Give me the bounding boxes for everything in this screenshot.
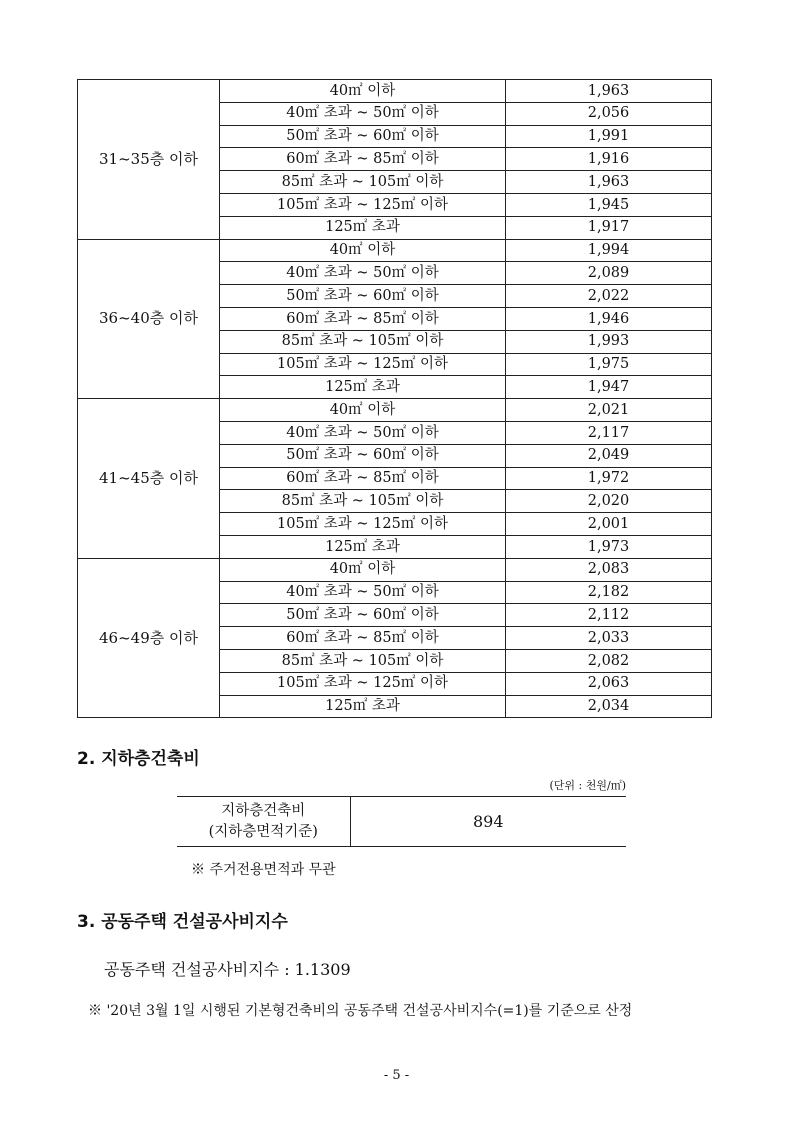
cost-value-cell: 1,994 (506, 239, 712, 262)
area-range-cell: 50㎡ 초과 ~ 60㎡ 이하 (220, 604, 506, 627)
area-range-cell: 40㎡ 초과 ~ 50㎡ 이하 (220, 421, 506, 444)
cost-value-cell: 2,022 (506, 285, 712, 308)
cost-value-cell: 2,049 (506, 444, 712, 467)
area-range-cell: 125㎡ 초과 (220, 216, 506, 239)
floor-area-cost-table (77, 79, 712, 718)
floor-range-cell: 41~45층 이하 (78, 399, 220, 559)
area-range-cell: 85㎡ 초과 ~ 105㎡ 이하 (220, 649, 506, 672)
area-range-cell: 40㎡ 초과 ~ 50㎡ 이하 (220, 262, 506, 285)
section-3-heading: 3. 공동주택 건설공사비지수 (77, 912, 288, 932)
area-range-cell: 50㎡ 초과 ~ 60㎡ 이하 (220, 285, 506, 308)
table-row (78, 80, 712, 103)
cost-value-cell: 2,089 (506, 262, 712, 285)
cost-value-cell: 2,020 (506, 490, 712, 513)
section-2-heading: 2. 지하층건축비 (77, 749, 200, 769)
table-row (78, 558, 712, 581)
floor-range-cell: 31~35층 이하 (78, 80, 220, 240)
table-row (78, 239, 712, 262)
cost-value-cell: 1,946 (506, 307, 712, 330)
area-range-cell: 85㎡ 초과 ~ 105㎡ 이하 (220, 490, 506, 513)
basement-cost-table (177, 796, 626, 847)
basement-label-cell (177, 797, 350, 847)
area-range-cell: 40㎡ 이하 (220, 80, 506, 103)
basement-label-line1: 지하층건축비 (221, 802, 306, 819)
cost-value-cell: 2,063 (506, 672, 712, 695)
area-range-cell: 40㎡ 이하 (220, 239, 506, 262)
basement-value-cell: 894 (350, 797, 626, 847)
area-range-cell: 40㎡ 초과 ~ 50㎡ 이하 (220, 102, 506, 125)
floor-range-cell: 36~40층 이하 (78, 239, 220, 399)
area-range-cell: 40㎡ 이하 (220, 558, 506, 581)
cost-value-cell: 2,083 (506, 558, 712, 581)
cost-value-cell: 1,972 (506, 467, 712, 490)
cost-value-cell: 2,021 (506, 399, 712, 422)
unit-note: (단위 : 천원/㎡) (549, 779, 626, 792)
area-range-cell: 125㎡ 초과 (220, 535, 506, 558)
area-range-cell: 40㎡ 이하 (220, 399, 506, 422)
area-range-cell: 40㎡ 초과 ~ 50㎡ 이하 (220, 581, 506, 604)
area-range-cell: 50㎡ 초과 ~ 60㎡ 이하 (220, 125, 506, 148)
cost-value-cell: 1,991 (506, 125, 712, 148)
area-range-cell: 85㎡ 초과 ~ 105㎡ 이하 (220, 171, 506, 194)
cost-value-cell: 2,182 (506, 581, 712, 604)
cost-value-cell: 1,916 (506, 148, 712, 171)
area-range-cell: 60㎡ 초과 ~ 85㎡ 이하 (220, 148, 506, 171)
cost-value-cell: 2,033 (506, 627, 712, 650)
area-range-cell: 105㎡ 초과 ~ 125㎡ 이하 (220, 193, 506, 216)
cost-value-cell: 2,056 (506, 102, 712, 125)
basement-note: ※ 주거전용면적과 무관 (191, 862, 336, 878)
area-range-cell: 50㎡ 초과 ~ 60㎡ 이하 (220, 444, 506, 467)
cost-value-cell: 1,993 (506, 330, 712, 353)
basement-label-line2: (지하층면적기준) (208, 823, 318, 840)
cost-value-cell: 1,963 (506, 80, 712, 103)
area-range-cell: 60㎡ 초과 ~ 85㎡ 이하 (220, 627, 506, 650)
area-range-cell: 60㎡ 초과 ~ 85㎡ 이하 (220, 307, 506, 330)
cost-value-cell: 1,947 (506, 376, 712, 399)
cost-value-cell: 2,001 (506, 513, 712, 536)
cost-value-cell: 2,034 (506, 695, 712, 718)
area-range-cell: 125㎡ 초과 (220, 695, 506, 718)
cost-value-cell: 1,973 (506, 535, 712, 558)
area-range-cell: 105㎡ 초과 ~ 125㎡ 이하 (220, 672, 506, 695)
floor-range-cell: 46~49층 이하 (78, 558, 220, 718)
cost-value-cell: 1,975 (506, 353, 712, 376)
table-row (177, 797, 626, 847)
page-number: - 5 - (383, 1068, 410, 1083)
construction-index-line: 공동주택 건설공사비지수 : 1.1309 (104, 960, 351, 979)
cost-value-cell: 1,945 (506, 193, 712, 216)
table-row (78, 399, 712, 422)
area-range-cell: 105㎡ 초과 ~ 125㎡ 이하 (220, 353, 506, 376)
cost-value-cell: 1,917 (506, 216, 712, 239)
area-range-cell: 105㎡ 초과 ~ 125㎡ 이하 (220, 513, 506, 536)
index-footnote: ※ '20년 3월 1일 시행된 기본형건축비의 공동주택 건설공사비지수(=1)를 기준으로 산정 (88, 1003, 633, 1019)
area-range-cell: 85㎡ 초과 ~ 105㎡ 이하 (220, 330, 506, 353)
cost-value-cell: 2,082 (506, 649, 712, 672)
cost-value-cell: 2,112 (506, 604, 712, 627)
cost-value-cell: 1,963 (506, 171, 712, 194)
area-range-cell: 60㎡ 초과 ~ 85㎡ 이하 (220, 467, 506, 490)
cost-value-cell: 2,117 (506, 421, 712, 444)
area-range-cell: 125㎡ 초과 (220, 376, 506, 399)
